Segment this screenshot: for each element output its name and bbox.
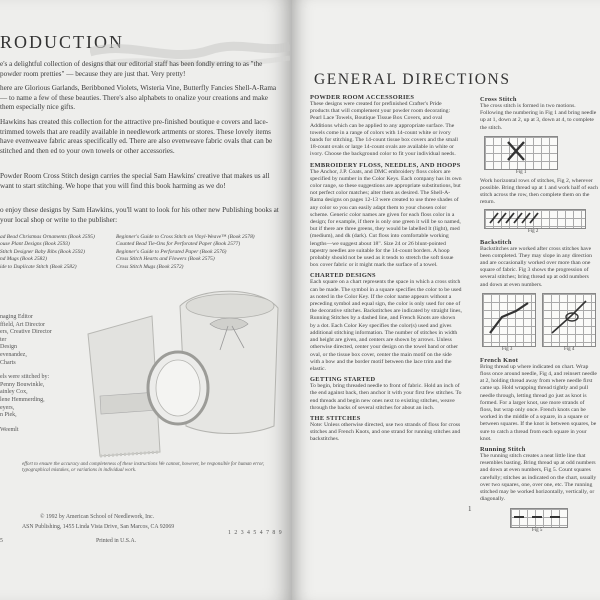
staff-line: ainley Cox, [0,389,28,396]
book-title: Beginner's Guide to Cross Stitch on Vinyl-Weave™ (Book 2578) [116,234,255,240]
figures-3-4 [480,289,598,357]
oval-addition-illustration [148,352,208,424]
row-stitch-diagram [484,209,584,227]
intro-paragraph-3: Hawkins has created this collection for the attractive pre-finished boutique e covers and lace-trimmed towels that are readily available in needlework artments or stores. These lovely items have evenweave fabric areas specifically ed. There are also evenweave fabric ovals that can be stitched and then ed to your own towels or other accessories. [0,118,273,155]
book-title: ide to Duplicate Stitch (Book 2582) [0,263,77,270]
staff-line: evenandez, [0,351,27,358]
book-title: Beginner's Guide to Perforated Paper (Book 2576) [116,248,227,255]
figure-label: Fig 2 [528,228,539,234]
intro-paragraph-5: o enjoy these designs by Sam Hawkins, you'll want to look for his other new Publishing books at your local shop or write to the publisher: [0,206,279,224]
section-body: The Anchor, J.P. Coats, and DMC embroidery floss colors are specified by number in the Color Keys. Each company has its own color range, so these suggestions are appropriate substitutions, but not perfect color matches; alter them as desired. The Shell-A-Rama designs on pages 12-13 were created to use three shades of any color so you can easily adapt them to your chosen color scheme. Generic color names are given for each floss color in a design; for example, if there is only one green it will be so named, but if there are three greens, they would be labelled lt (light), med (medium), and dk (dark). Cut floss into comfortable working lengths—we suggest about 18". Size 24 or 26 blunt-pointed tapestry needles are suitable for the 14-count borders. A hoop probably should not be used as it tends to stretch the soft tissue box cover fabric or it might mark the surface of a towel. [310,168,462,269]
page-number: 1 [468,505,472,513]
figure-1 [480,132,598,178]
intro-paragraph-4: Powder Room Cross Stitch design carries the special Sam Hawkins' creative that makes us all want to start stitching. We hope that you will find this book harming as we do! [0,172,270,190]
backstitch-diagram [482,293,534,345]
section-body: The running stitch creates a neat little line that resembles basting. Bring thread up at odd numbers and down at even numbers, Fig 5. Count squares carefully; stitches as indicated on the chart, usually over two squares, one, over one, etc. The running stitched may be worked horizontally, vertically, or diagonally. [480,453,597,503]
book-title: Cross Stitch Mugs (Book 2572) [116,263,184,270]
section-heading: EMBROIDERY FLOSS, NEEDLES, AND HOOPS [310,161,461,169]
section-body: Bring thread up where indicated on chart. Wrap floss once around needle, Fig 4, and reinsert needle at 2, holding thread away from where needle first came up. Hold wrapping thread tightly and pull needle through, letting thread go just as knot is formed. For a larger knot, use more strands of floss, but wrap only once. French knots can be worked in the middle of a square, in a square or between squares. If the knot is between squares, be sure to catch a thread from each square in your knot. [480,363,597,442]
section-body: Backstitches are worked after cross stitches have been completed. They may slope in any direction and are occasionally worked over more than one square of fabric. Fig 3 shows the progression of several stitches; bring thread up at odd numbers and down at even numbers. [480,245,593,288]
general-directions-title: GENERAL DIRECTIONS [314,71,511,88]
book-title: ouse Plant Designs (Book 2593) [0,241,70,248]
staff-line: Charts [0,359,16,366]
staff-line: ffield, Art Director [0,321,46,328]
print-run-numbers: 1 2 3 4 5 4 7 8 9 [228,530,283,536]
printed-in-text: Printed in U.S.A. [96,538,137,544]
staff-line: els were stitched by: [0,374,50,381]
publisher-address: ASN Publishing, 1455 Linda Vista Drive, San Marcos, CA 92069 [22,524,175,530]
book-title: Cross Stitch Hearts and Flowers (Book 2575) [116,256,215,263]
product-illustration [60,276,290,466]
book-title: ad Bead Christmas Ornaments (Book 2595) [0,234,95,240]
staff-line: Weemlt [0,426,19,433]
book-list-column-2 [116,234,282,271]
section-body: Note: Unless otherwise directed, use two strands of floss for cross stitches and French Knots, and one strand for running stitches and backstitches. [310,421,461,443]
book-title: nd Mugs (Book 2582) [0,256,47,263]
staff-line: Penny Bouwinkle, [0,381,45,388]
figure-2 [480,207,598,237]
section-heading: THE STITCHES [310,414,361,422]
section-heading: CHARTED DESIGNS [310,272,376,280]
disclaimer-text: effort to ensure the accuracy and completeness of these instructions We cannot, however, be responsible for human error, typographical mistakes, or variations in individual work. [22,462,264,473]
book-title: Stitch Designer Baby Bibs (Book 2592) [0,248,85,255]
book-list [0,234,282,274]
intro-paragraph-2: here are Glorious Garlands, Beribboned Violets, Wisteria Vine, Butterfly Fancies Shell-A-Rama — to name a few of these beauties. There's also alphabets to onalize your creations and make them especially nice gifts. [0,84,277,112]
figure-label: Fig 1 [516,169,527,175]
section-heading: Cross Stitch [480,96,517,103]
section-heading: Running Stitch [480,446,526,454]
section-heading: POWDER ROOM ACCESSORIES [310,94,415,101]
staff-line: ter [0,336,7,343]
figure-label: Fig 5 [532,527,543,533]
intro-title: RODUCTION [0,32,124,52]
section-body: Work horizontal rows of stitches, Fig 2, wherever possible. Bring thread up at 1 and work half of each stitch across the row, then complete them on the return. [480,177,598,206]
book-title: Counted Bead Tie-Ons for Perforated Paper (Book 2577) [116,241,241,248]
left-page [0,0,292,600]
section-body: The cross stitch is formed in two motions. Following the numbering in Fig 1 and bring needle up at 1, down at 2, up at 3, down at 4, to complete the stitch. [480,103,597,131]
staff-line: eyers, [0,404,15,411]
section-heading: Backstitch [480,238,512,246]
section-heading: GETTING STARTED [310,376,376,384]
figure-5 [480,504,598,538]
book-code: 5 [0,538,3,544]
cross-stitch-diagram [484,136,556,168]
section-heading: French Knot [480,356,519,364]
running-stitch-diagram [510,508,566,526]
directions-column-2 [480,96,598,566]
staff-line: lene Hemmerding, [0,396,45,403]
staff-line: n Piek, [0,412,17,419]
staff-line: Design [0,344,17,351]
section-body: Each square on a chart represents the space in which a cross stitch can be made. The symbol in a square specifies the color to be used as noted in the Color Key. If the color name appears without a preceding symbol and equal sign, the color is only used for one of the decorative stitches. Backstitches are indicated by straight lines, Running Stitches by a dashed line, and French Knots are shown by a dot. Each Color Key specifies the color(s) used and gives additional stitching information. The number of stitches in width and height are given, and centers are shown by arrows. Unless otherwise directed, center your design on the towel band or other oval, or the tissue box cover, center the main motif on the side with a bow and the border motif between the lace trim and the elastic. [310,279,462,372]
section-body: To begin, bring threaded needle to front of fabric. Hold an inch of the end against back, then anchor it with your first few stitches. To end threads and begin new ones next to existing stitches, weave through the backs of several stitches for about an inch. [310,383,462,411]
french-knot-diagram [542,293,594,345]
staff-line: ers, Creative Director [0,329,52,336]
intro-paragraph-1: e's a delightful collection of designs that our editorial staff has been fondly erring to as "the powder room pretties" — because they are just that. Very pretty! [0,60,263,78]
staff-line: naging Editor [0,314,33,320]
section-body: These designs were created for prefinished Crafter's Pride products that will complement your powder room decorating: Pearl Lace Towels, Boutique Tissue Box Covers, and oval Additions which can be applied to any appropriate surface. The towels come in a range of colors with 14-count white or ivory bands for stitching. The 14-count tissue box covers and the small 18-count ovals or large 14-count ovals are available in white or ivory. Choose the background color to fit your individual needs. [310,101,458,158]
directions-column-1 [310,94,462,444]
figure-label: Fig 3 [502,346,513,352]
figure-label: Fig 4 [564,346,575,352]
right-page [292,0,600,600]
copyright-text: © 1992 by American School of Needlework, Inc. [40,514,155,520]
